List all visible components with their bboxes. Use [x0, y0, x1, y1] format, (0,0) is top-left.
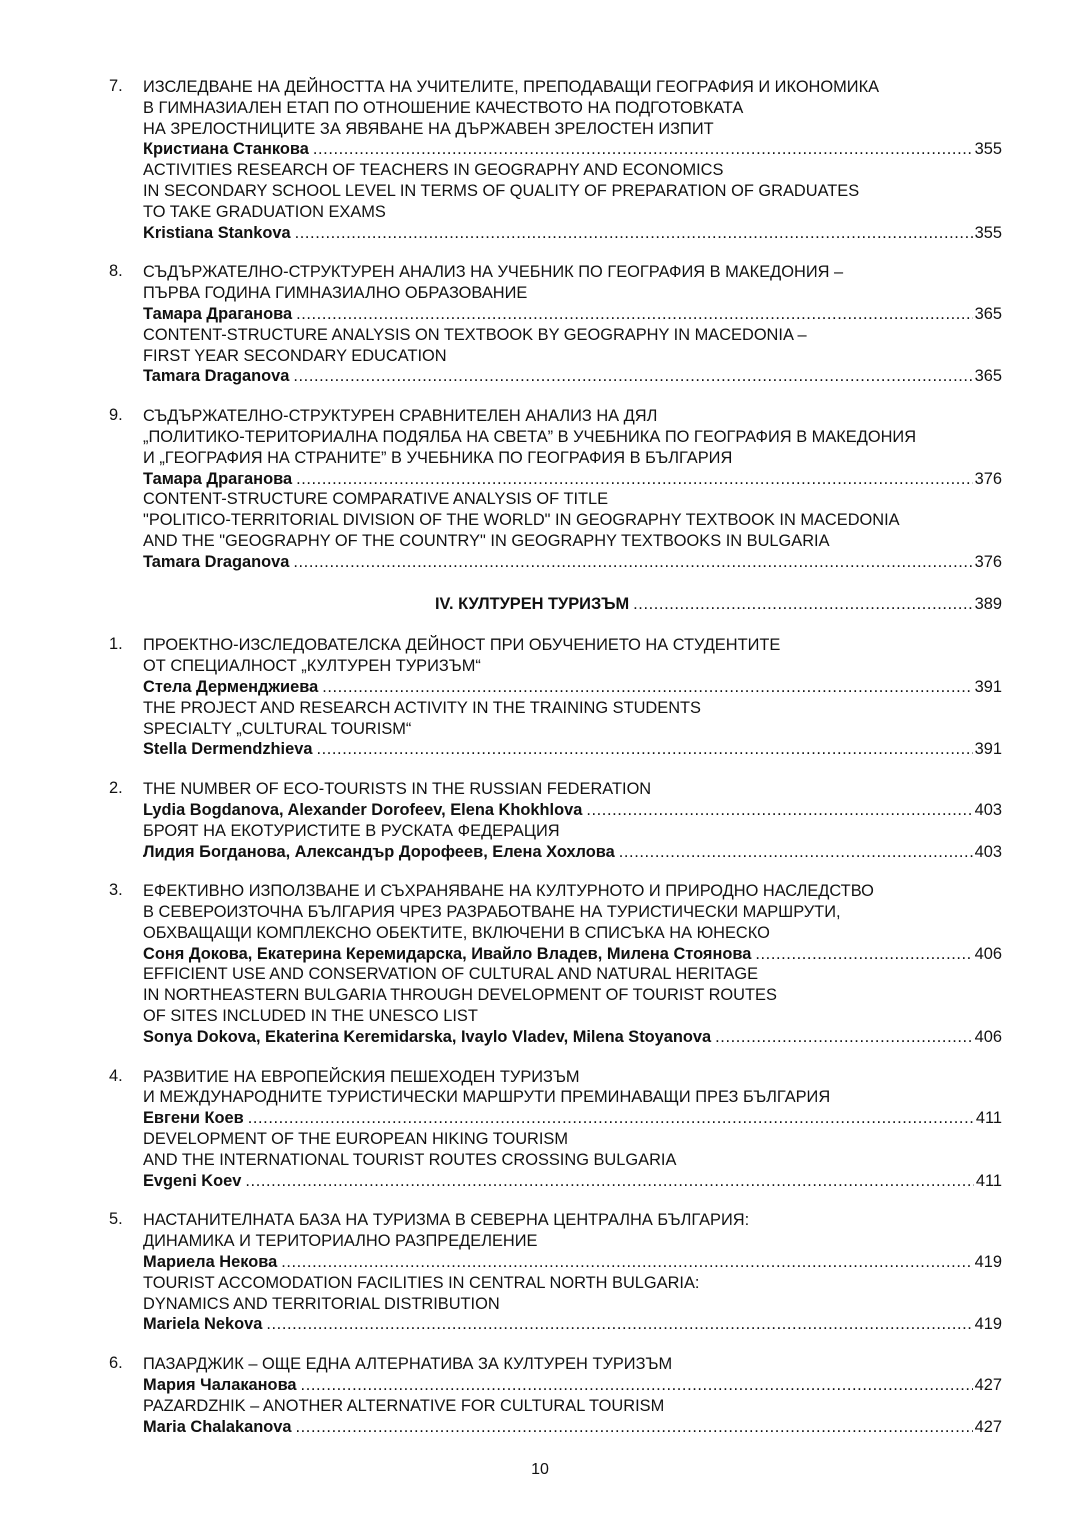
- entry-title-line-translation: EFFICIENT USE AND CONSERVATION OF CULTURAL AND NATURAL HERITAGE: [143, 965, 759, 984]
- entry-title-line-translation: FIRST YEAR SECONDARY EDUCATION: [143, 346, 447, 365]
- entry-page: 419: [974, 1253, 1002, 1272]
- entry-page: 406: [974, 944, 1002, 963]
- entry-page: 391: [974, 677, 1002, 696]
- toc-entry: [109, 406, 1002, 572]
- leader-dots: [309, 139, 973, 160]
- entry-title-line: СЪДЪРЖАТЕЛНО-СТРУКТУРЕН СРАВНИТЕЛЕН АНАЛИЗ НА ДЯЛ: [143, 407, 658, 426]
- entry-title-line-translation: AND THE "GEOGRAPHY OF THE COUNTRY" IN GEOGRAPHY TEXTBOOKS IN BULGARIA: [143, 531, 830, 550]
- toc-section-education: [0, 77, 1080, 573]
- leader-dots: [711, 1027, 972, 1048]
- toc-entry: [109, 779, 1002, 862]
- toc-entry: [109, 1354, 1002, 1437]
- entry-title-line: В ГИМНАЗИАЛЕН ЕТАП ПО ОТНОШЕНИЕ КАЧЕСТВОТО НА ПОДГОТОВКАТА: [143, 98, 744, 117]
- entry-page: 376: [974, 469, 1002, 488]
- leader-dots: [277, 1252, 972, 1273]
- entry-title-line: И „ГЕОГРАФИЯ НА СТРАНИТЕ” В УЧЕБНИКА ПО ГЕОГРАФИЯ В БЪЛГАРИЯ: [143, 448, 733, 467]
- entry-title-line: ПАЗАРДЖИК – ОЩЕ ЕДНА АЛТЕРНАТИВА ЗА КУЛТУРЕН ТУРИЗЪМ: [143, 1355, 673, 1374]
- entry-title-line: „ПОЛИТИКО-ТЕРИТОРИАЛНА ПОДЯЛБА НА СВЕТА” В УЧЕБНИКА ПО ГЕОГРАФИЯ В МАКЕДОНИЯ: [143, 427, 917, 446]
- toc-entry: [109, 77, 1002, 243]
- leader-dots: [318, 677, 972, 698]
- section-heading-page: 389: [974, 594, 1002, 613]
- author-line: [143, 800, 1002, 821]
- entry-title-line: СЪДЪРЖАТЕЛНО-СТРУКТУРЕН АНАЛИЗ НА УЧЕБНИК ПО ГЕОГРАФИЯ В МАКЕДОНИЯ –: [143, 263, 844, 282]
- entry-number: 3.: [109, 881, 123, 900]
- entry-page: 376: [974, 552, 1002, 571]
- author-line-translation: [143, 842, 1002, 863]
- toc-page: [0, 77, 1080, 1456]
- author-line-translation: [143, 366, 1002, 387]
- entry-title-line: НА ЗРЕЛОСТНИЦИТЕ ЗА ЯВЯВАНЕ НА ДЪРЖАВЕН ЗРЕЛОСТЕН ИЗПИТ: [143, 119, 714, 138]
- entry-author-translation: Tamara Draganova: [143, 367, 290, 386]
- section-heading: [143, 594, 1002, 615]
- entry-number: 1.: [109, 635, 123, 654]
- entry-page: 419: [974, 1315, 1002, 1334]
- leader-dots: [582, 800, 972, 821]
- author-line: [143, 677, 1002, 698]
- entry-number: 8.: [109, 262, 123, 281]
- leader-dots: [289, 366, 972, 387]
- entry-page: 411: [975, 1171, 1002, 1190]
- entry-title-line: В СЕВЕРОИЗТОЧНА БЪЛГАРИЯ ЧРЕЗ РАЗРАБОТВАНЕ НА ТУРИСТИЧЕСКИ МАРШРУТИ,: [143, 903, 841, 922]
- toc-section-cultural-tourism: [0, 635, 1080, 1437]
- entry-author: Lydia Bogdanova, Alexander Dorofeev, Elena Khokhlova: [143, 800, 583, 819]
- entry-title-line-translation: TOURIST ACCOMODATION FACILITIES IN CENTRAL NORTH BULGARIA:: [143, 1273, 700, 1292]
- entry-title-line: ОБХВАЩАЩИ КОМПЛЕКСНО ОБЕКТИТЕ, ВКЛЮЧЕНИ В СПИСЪКА НА ЮНЕСКО: [143, 923, 770, 942]
- leader-dots: [292, 304, 973, 325]
- entry-page: 355: [974, 223, 1002, 242]
- page-number: 10: [531, 1461, 549, 1478]
- entry-author-translation: Evgeni Koev: [143, 1171, 242, 1190]
- entry-author-translation: Лидия Богданова, Александър Дорофеев, Елена Хохлова: [143, 842, 615, 861]
- entry-title-line-translation: DEVELOPMENT OF THE EUROPEAN HIKING TOURISM: [143, 1130, 569, 1149]
- author-line: [143, 304, 1002, 325]
- entry-title-line: THE NUMBER OF ECO-TOURISTS IN THE RUSSIAN FEDERATION: [143, 780, 652, 799]
- entry-number: 4.: [109, 1066, 123, 1085]
- entry-number: 6.: [109, 1354, 123, 1373]
- entry-author: Евгени Коев: [143, 1109, 244, 1128]
- entry-title-line: ОТ СПЕЦИАЛНОСТ „КУЛТУРЕН ТУРИЗЪМ“: [143, 657, 481, 676]
- leader-dots: [312, 739, 972, 760]
- entry-title-line-translation: IN NORTHEASTERN BULGARIA THROUGH DEVELOPMENT OF TOURIST ROUTES: [143, 986, 777, 1005]
- section-heading-leader: [143, 594, 1002, 615]
- entry-page: 403: [974, 800, 1002, 819]
- leader-dots: [289, 552, 972, 573]
- entry-title-line-translation: CONTENT-STRUCTURE COMPARATIVE ANALYSIS OF TITLE: [143, 490, 609, 509]
- entry-title-line: ЕФЕКТИВНО ИЗПОЛЗВАНЕ И СЪХРАНЯВАНЕ НА КУЛТУРНОТО И ПРИРОДНО НАСЛЕДСТВО: [143, 882, 874, 901]
- toc-entry: [109, 881, 1002, 1047]
- entry-page: 355: [974, 140, 1002, 159]
- leader-dots: [241, 1171, 973, 1192]
- entry-author-translation: Stella Dermendzhieva: [143, 740, 313, 759]
- entry-author-translation: Maria Chalakanova: [143, 1417, 292, 1436]
- author-line: [143, 1375, 1002, 1396]
- leader-dots: [629, 594, 973, 615]
- entry-author: Мариела Некова: [143, 1253, 278, 1272]
- leader-dots: [615, 842, 973, 863]
- entry-number: 2.: [109, 779, 123, 798]
- entry-title-line-translation: SPECIALTY „CULTURAL TOURISM“: [143, 719, 412, 738]
- author-line: [143, 1108, 1002, 1129]
- leader-dots: [751, 944, 972, 965]
- entry-title-line-translation: БРОЯТ НА ЕКОТУРИСТИТЕ В РУСКАТА ФЕДЕРАЦИЯ: [143, 821, 560, 840]
- entry-title-line-translation: THE PROJECT AND RESEARCH ACTIVITY IN THE TRAINING STUDENTS: [143, 698, 701, 717]
- entry-author: Тамара Драганова: [143, 304, 293, 323]
- entry-title-line-translation: CONTENT-STRUCTURE ANALYSIS ON TEXTBOOK BY GEOGRAPHY IN MACEDONIA –: [143, 325, 807, 344]
- entry-title-line: РАЗВИТИЕ НА ЕВРОПЕЙСКИЯ ПЕШЕХОДЕН ТУРИЗЪМ: [143, 1067, 580, 1086]
- entry-page: 427: [974, 1417, 1002, 1436]
- entry-author-translation: Tamara Draganova: [143, 552, 290, 571]
- author-line: [143, 1252, 1002, 1273]
- entry-title-line-translation: PAZARDZHIK – ANOTHER ALTERNATIVE FOR CULTURAL TOURISM: [143, 1396, 665, 1415]
- toc-entry: [109, 635, 1002, 760]
- entry-author-translation: Sonya Dokova, Ekaterina Keremidarska, Ivaylo Vladev, Milena Stoyanova: [143, 1027, 712, 1046]
- entry-page: 403: [974, 842, 1002, 861]
- leader-dots: [262, 1314, 972, 1335]
- author-line: [143, 139, 1002, 160]
- entry-number: 9.: [109, 406, 123, 425]
- author-line: [143, 944, 1002, 965]
- author-line-translation: [143, 223, 1002, 244]
- entry-title-line-translation: AND THE INTERNATIONAL TOURIST ROUTES CROSSING BULGARIA: [143, 1150, 677, 1169]
- entry-page: 365: [974, 304, 1002, 323]
- entry-page: 365: [974, 367, 1002, 386]
- author-line-translation: [143, 739, 1002, 760]
- entry-author: Мария Чалаканова: [143, 1376, 297, 1395]
- author-line-translation: [143, 552, 1002, 573]
- entry-title-line: ПЪРВА ГОДИНА ГИМНАЗИАЛНО ОБРАЗОВАНИЕ: [143, 284, 528, 303]
- entry-number: 7.: [109, 77, 123, 95]
- entry-author: Тамара Драганова: [143, 469, 293, 488]
- entry-author: Соня Докова, Екатерина Керемидарска, Ивайло Владев, Милена Стоянова: [143, 944, 752, 963]
- entry-title-line: ПРОЕКТНО-ИЗСЛЕДОВАТЕЛСКА ДЕЙНОСТ ПРИ ОБУЧЕНИЕТО НА СТУДЕНТИТЕ: [143, 636, 781, 655]
- author-line-translation: [143, 1171, 1002, 1192]
- entry-author-translation: Mariela Nekova: [143, 1315, 263, 1334]
- author-line-translation: [143, 1314, 1002, 1335]
- entry-title-line: И МЕЖДУНАРОДНИТЕ ТУРИСТИЧЕСКИ МАРШРУТИ ПРЕМИНАВАЩИ ПРЕЗ БЪЛГАРИЯ: [143, 1088, 831, 1107]
- entry-page: 391: [974, 740, 1002, 759]
- entry-title-line-translation: DYNAMICS AND TERRITORIAL DISTRIBUTION: [143, 1294, 500, 1313]
- entry-title-line-translation: OF SITES INCLUDED IN THE UNESCO LIST: [143, 1007, 478, 1026]
- entry-title-line-translation: "POLITICO-TERRITORIAL DIVISION OF THE WORLD" IN GEOGRAPHY TEXTBOOK IN MACEDONIA: [143, 511, 900, 530]
- author-line-translation: [143, 1417, 1002, 1438]
- toc-entry: [109, 262, 1002, 387]
- leader-dots: [292, 1417, 973, 1438]
- leader-dots: [292, 469, 973, 490]
- author-line: [143, 469, 1002, 490]
- toc-entry: [109, 1066, 1002, 1192]
- entry-title-line-translation: TO TAKE GRADUATION EXAMS: [143, 202, 386, 221]
- entry-author: Кристиана Станкова: [143, 140, 309, 159]
- entry-author-translation: Kristiana Stankova: [143, 223, 291, 242]
- entry-page: 427: [974, 1376, 1002, 1395]
- leader-dots: [244, 1108, 974, 1129]
- entry-title-line-translation: IN SECONDARY SCHOOL LEVEL IN TERMS OF QUALITY OF PREPARATION OF GRADUATES: [143, 181, 860, 200]
- entry-title-line-translation: ACTIVITIES RESEARCH OF TEACHERS IN GEOGRAPHY AND ECONOMICS: [143, 161, 724, 180]
- leader-dots: [291, 223, 973, 244]
- author-line-translation: [143, 1027, 1002, 1048]
- entry-page: 411: [975, 1109, 1002, 1128]
- entry-author: Стела Дерменджиева: [143, 677, 319, 696]
- entry-page: 406: [974, 1027, 1002, 1046]
- leader-dots: [297, 1375, 973, 1396]
- section-heading-title: IV. КУЛТУРЕН ТУРИЗЪМ: [435, 594, 630, 613]
- entry-number: 5.: [109, 1210, 123, 1229]
- entry-title-line: ИЗСЛЕДВАНЕ НА ДЕЙНОСТТА НА УЧИТЕЛИТЕ, ПРЕПОДАВАЩИ ГЕОГРАФИЯ И ИКОНОМИКА: [143, 78, 880, 96]
- entry-title-line: НАСТАНИТЕЛНАТА БАЗА НА ТУРИЗМА В СЕВЕРНА ЦЕНТРАЛНА БЪЛГАРИЯ:: [143, 1211, 750, 1230]
- entry-title-line: ДИНАМИКА И ТЕРИТОРИАЛНО РАЗПРЕДЕЛЕНИЕ: [143, 1232, 538, 1251]
- toc-entry: [109, 1210, 1002, 1335]
